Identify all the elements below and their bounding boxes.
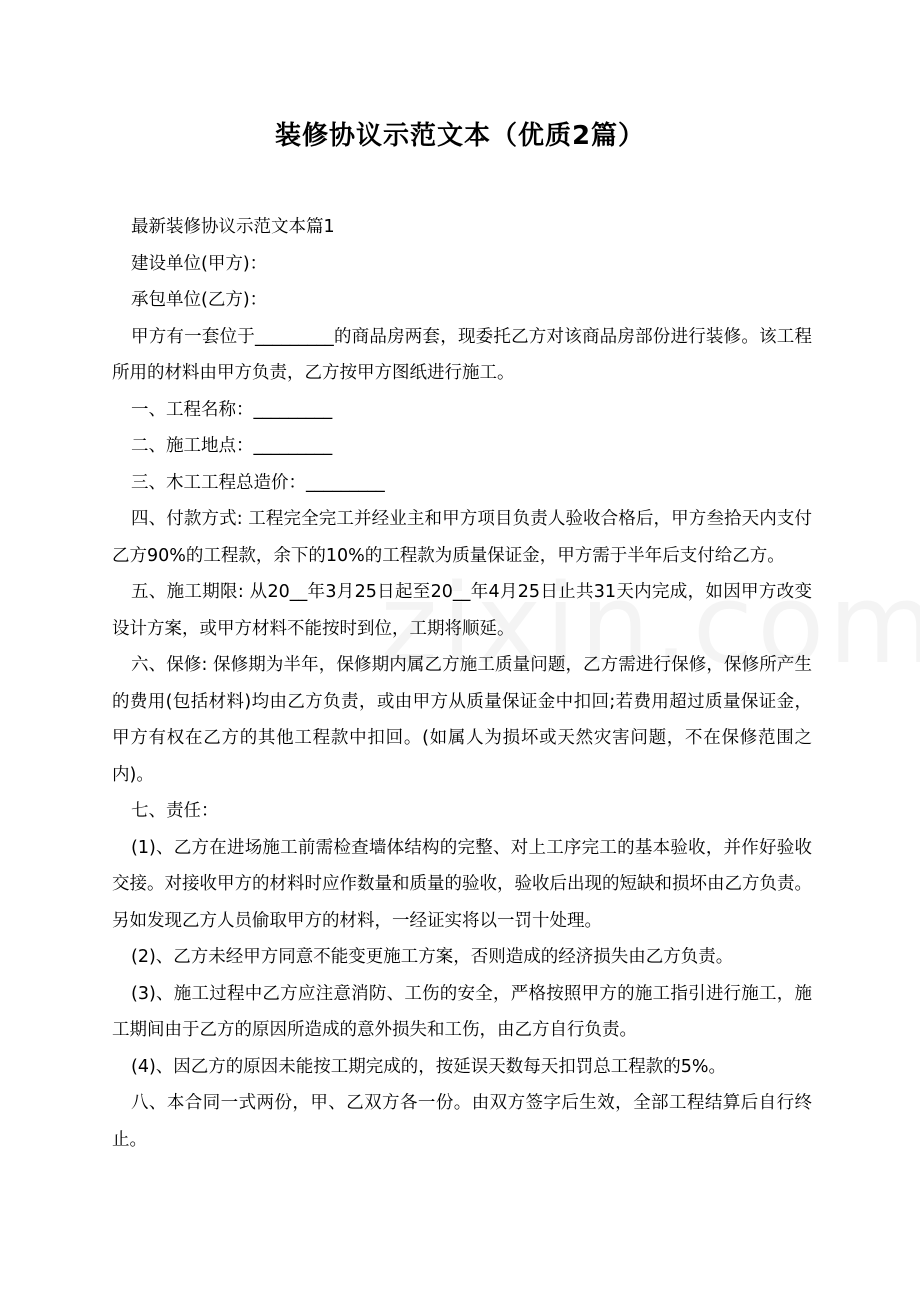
clause-payment: 四、付款方式: 工程完全完工并经业主和甲方项目负责人验收合格后，甲方叁拾天内支付乙方90%的工程款，余下的10%的工程款为质量保证金，甲方需于半年后支付给乙方。 bbox=[112, 509, 812, 566]
party-b-line: 承包单位(乙方)： bbox=[131, 290, 268, 310]
responsibility-item-1: (1)、乙方在进场施工前需检查墙体结构的完整、对上工序完工的基本验收，并作好验收交接。对接收甲方的材料时应作数量和质量的验收，验收后出现的短缺和损坏由乙方负责。另如发现乙方人员偷取甲方的材料，一经证实将以一罚十处理。 bbox=[112, 837, 812, 931]
clause-copies: 八、本合同一式两份，甲、乙双方各一份。由双方签字后生效，全部工程结算后自行终止。 bbox=[112, 1093, 812, 1150]
party-a-line: 建设单位(甲方)： bbox=[131, 253, 268, 274]
clause-project-name: 一、工程名称：_________ bbox=[131, 399, 333, 420]
clause-schedule: 五、施工期限: 从20__年3月25日起至20__年4月25日止共31天内完成，如因甲方改变设计方案，或甲方材料不能按时到位，工期将顺延。 bbox=[112, 582, 812, 639]
intro-paragraph: 甲方有一套位于_________的商品房两套，现委托乙方对该商品房部份进行装修。该工程所用的材料由甲方负责，乙方按甲方图纸进行施工。 bbox=[112, 326, 812, 383]
clause-total-cost: 三、木工工程总造价：_________ bbox=[131, 472, 385, 493]
document-title: 装修协议示范文本（优质2篇） bbox=[274, 121, 646, 151]
clause-location: 二、施工地点：_________ bbox=[131, 436, 333, 456]
responsibility-item-3: (3)、施工过程中乙方应注意消防、工伤的安全，严格按照甲方的施工指引进行施工，施工期间由于乙方的原因所造成的意外损失和工伤，由乙方自行负责。 bbox=[112, 983, 812, 1040]
responsibility-item-2: (2)、乙方未经甲方同意不能变更施工方案，否则造成的经济损失由乙方负责。 bbox=[131, 947, 734, 967]
section-heading: 最新装修协议示范文本篇1 bbox=[131, 217, 335, 237]
responsibility-item-4: (4)、因乙方的原因未能按工期完成的，按延误天数每天扣罚总工程款的5%。 bbox=[131, 1056, 727, 1077]
clause-responsibility: 七、责任： bbox=[131, 801, 219, 821]
document-body bbox=[112, 209, 812, 1158]
clause-warranty: 六、保修: 保修期为半年，保修期内属乙方施工质量问题，乙方需进行保修，保修所产生的费用(包括材料)均由乙方负责，或由甲方从质量保证金中扣回;若费用超过质量保证金，甲方有权在乙方的其他工程款中扣回。(如属人为损坏或天然灾害问题，不在保修范围之内)。 bbox=[112, 655, 812, 785]
